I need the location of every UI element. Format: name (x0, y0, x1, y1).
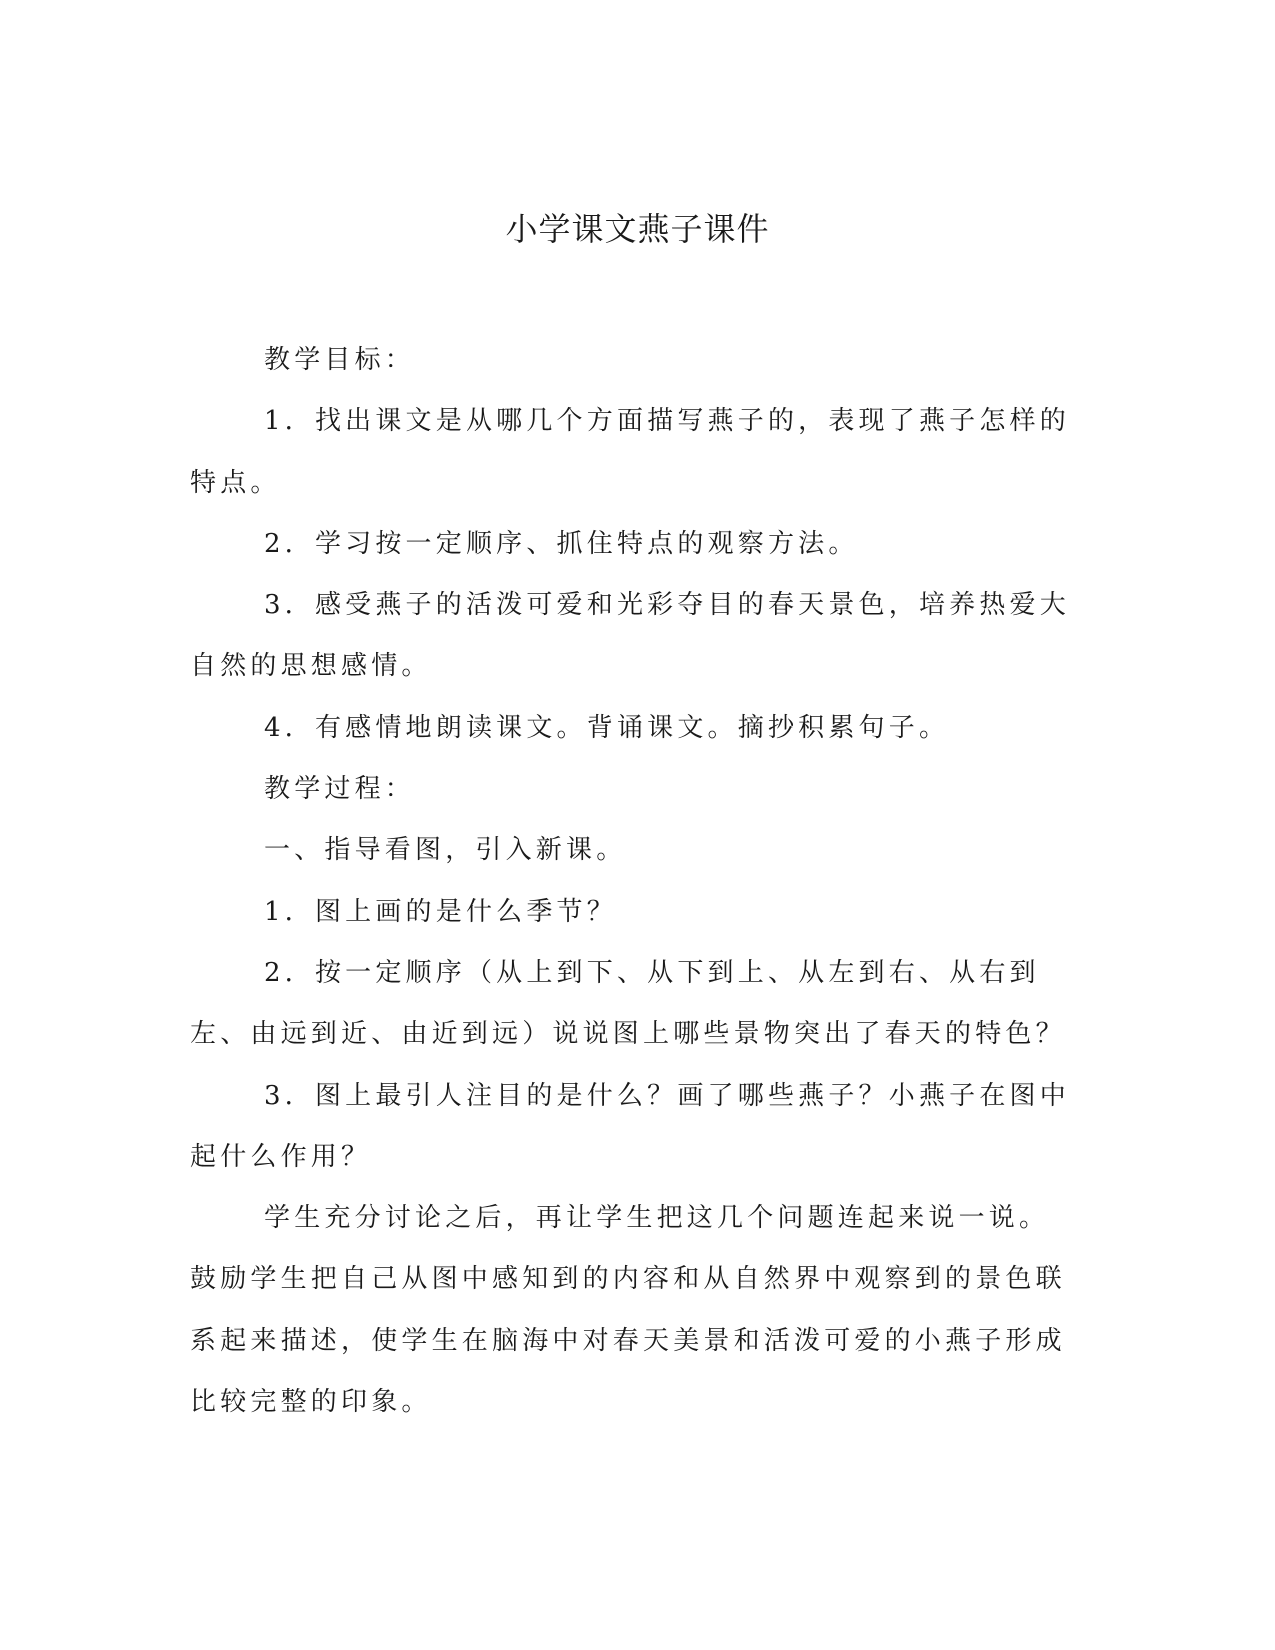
document-body (190, 330, 1070, 1433)
paragraph-goal-4: 4．有感情地朗读课文。背诵课文。摘抄积累句子。 (264, 712, 950, 743)
document-title: 小学课文燕子课件 (505, 210, 770, 248)
paragraph-question-2: 2．按一定顺序（从上到下、从下到上、从左到右、从右到左、由远到近、由近到远）说说图上哪些景物突出了春天的特色？ (190, 957, 1066, 1050)
paragraph-teaching-process-heading: 教学过程： (264, 774, 416, 805)
paragraph-section-one: 一、指导看图，引入新课。 (264, 835, 627, 866)
paragraph-discussion: 学生充分讨论之后，再让学生把这几个问题连起来说一说。鼓励学生把自己从图中感知到的内容和从自然界中观察到的景色联系起来描述，使学生在脑海中对春天美景和活泼可爱的小燕子形成比较完整的印象。 (190, 1203, 1066, 1418)
paragraph-goal-1: 1．找出课文是从哪几个方面描写燕子的，表现了燕子怎样的特点。 (190, 406, 1070, 498)
paragraph-question-1: 1．图上画的是什么季节？ (264, 896, 617, 927)
paragraph-goal-3: 3．感受燕子的活泼可爱和光彩夺目的春天景色，培养热爱大自然的思想感情。 (190, 590, 1070, 682)
paragraph-teaching-goals-heading: 教学目标： (264, 345, 416, 375)
paragraph-question-3: 3．图上最引人注目的是什么？画了哪些燕子？小燕子在图中起什么作用？ (190, 1080, 1070, 1172)
paragraph-goal-2: 2．学习按一定顺序、抓住特点的观察方法。 (264, 528, 859, 559)
